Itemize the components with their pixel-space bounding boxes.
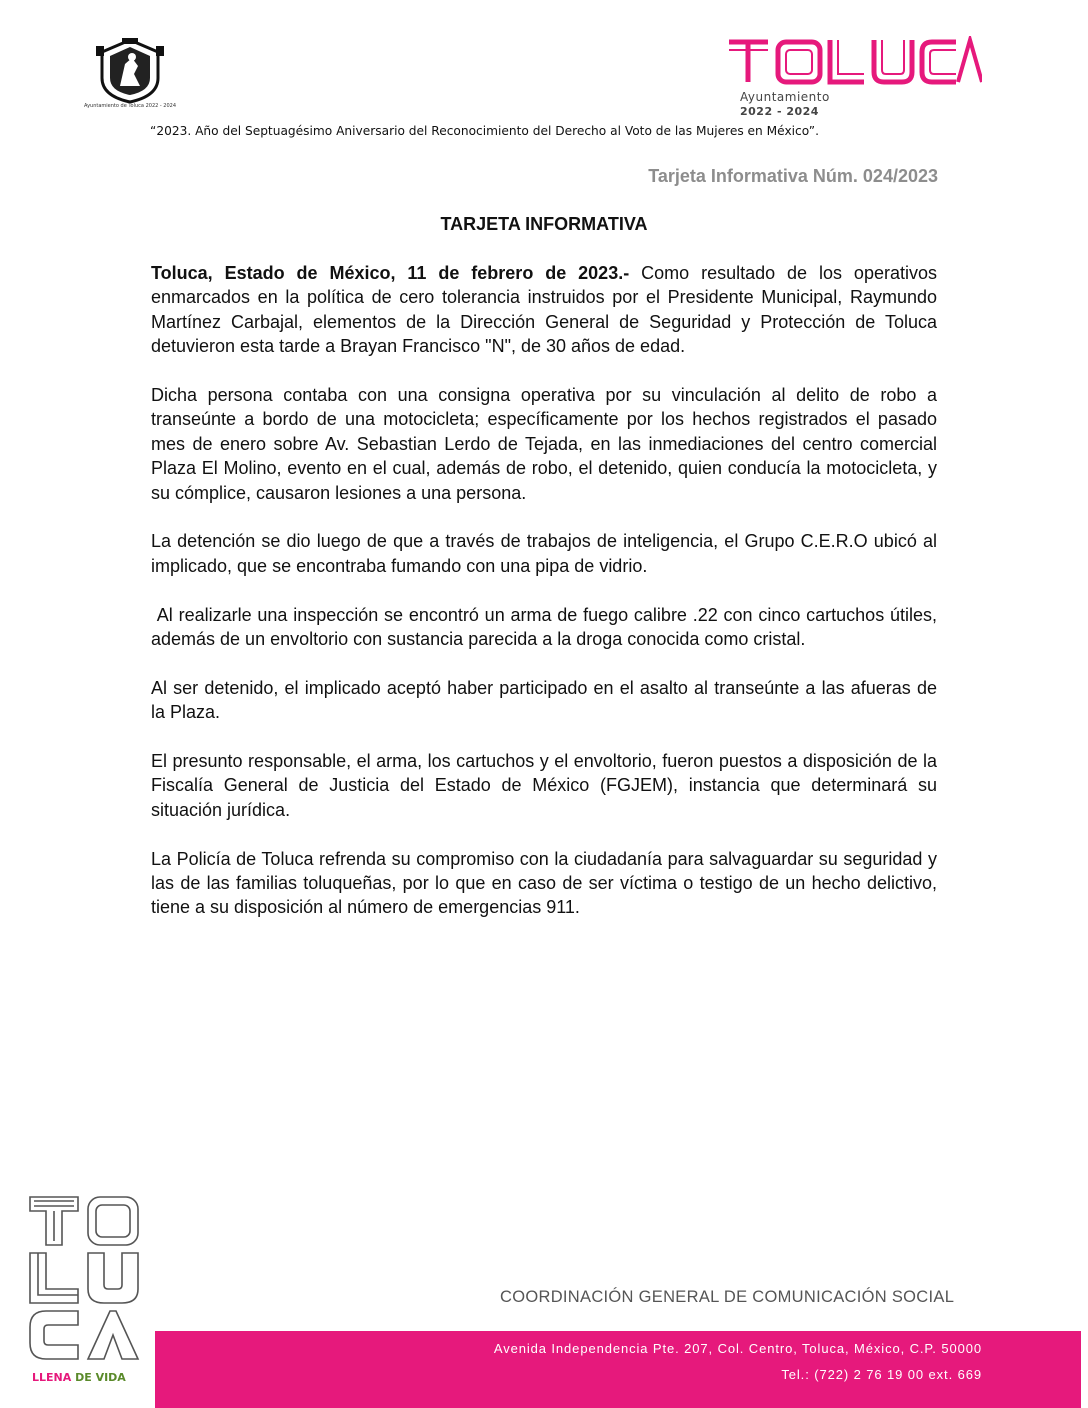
official-motto: “2023. Año del Septuagésimo Aniversario del Reconocimiento del Derecho al Voto de las Mujeres en México”. — [150, 124, 819, 138]
paragraph: La Policía de Toluca refrenda su compromiso con la ciudadanía para salvaguardar su seguridad y las de las familias toluqueñas, por lo que en caso de ser víctima o testigo de un hecho delictivo, tiene a su disposición al número de emergencias 911. — [151, 848, 937, 918]
slogan-part-1: LLENA — [32, 1371, 72, 1384]
paragraph: El presunto responsable, el arma, los cartuchos y el envoltorio, fueron puestos a disposición de la Fiscalía General de Justicia del Estado de México (FGJEM), instancia que determinará su situación jurídica. — [151, 751, 937, 820]
paragraph: Al realizarle una inspección se encontró un arma de fuego calibre .22 con cinco cartuchos útiles, además de un envoltorio con sustancia parecida a la droga conocida como cristal. — [151, 604, 943, 650]
paragraph: Dicha persona contaba con una consigna operativa por su vinculación al delito de robo a transeúnte a bordo de una motocicleta; específicamente por los hechos registrados el pasado mes de enero sobre Av. Sebastian Lerdo de Tejada, en las inmediaciones del centro comercial Plaza El Molino, evento en el cual, además de robo, el detenido, quien conducía la motocicleta, y su cómplice, causaron lesiones a una persona. — [151, 385, 937, 503]
footer-slogan — [32, 1371, 126, 1384]
footer-phone: Tel.: (722) 2 76 19 00 ext. 669 — [781, 1367, 982, 1382]
brand-years: 2022 - 2024 — [740, 105, 819, 118]
paragraph-text: Como resultado de los operativos enmarcados en la política de cero tolerancia instruidos por el Presidente Municipal, Raymundo Martínez Carbajal, elementos de la Dirección General de Seguridad y Protección de Toluca detuvieron esta tarde a Brayan Francisco "N", de 30 años de edad. — [151, 263, 937, 357]
brand-subtitle — [740, 90, 830, 118]
document-body — [151, 261, 943, 944]
footer-toluca-logo — [26, 1193, 142, 1361]
seal-caption: Ayuntamiento de Toluca 2022 - 2024 — [84, 103, 177, 109]
document-title: TARJETA INFORMATIVA — [440, 214, 648, 234]
dateline: Toluca, Estado de México, 11 de febrero de 2023.- — [151, 263, 630, 283]
footer-address: Avenida Independencia Pte. 207, Col. Centro, Toluca, México, C.P. 50000 — [493, 1341, 982, 1356]
coordination-label: COORDINACIÓN GENERAL DE COMUNICACIÓN SOCIAL — [500, 1288, 955, 1306]
paragraph — [151, 261, 937, 359]
toluca-logo — [726, 36, 982, 86]
slogan-part-2: DE VIDA — [71, 1371, 126, 1384]
paragraph: La detención se dio luego de que a través de trabajos de inteligencia, el Grupo C.E.R.O ubicó al implicado, que se encontraba fumando con una pipa de vidrio. — [151, 531, 937, 576]
paragraph: Al ser detenido, el implicado aceptó haber participado en el asalto al transeúnte a las afueras de la Plaza. — [151, 677, 937, 723]
card-number: Tarjeta Informativa Núm. 024/2023 — [648, 166, 938, 186]
brand-subtitle-label: Ayuntamiento — [740, 90, 830, 104]
